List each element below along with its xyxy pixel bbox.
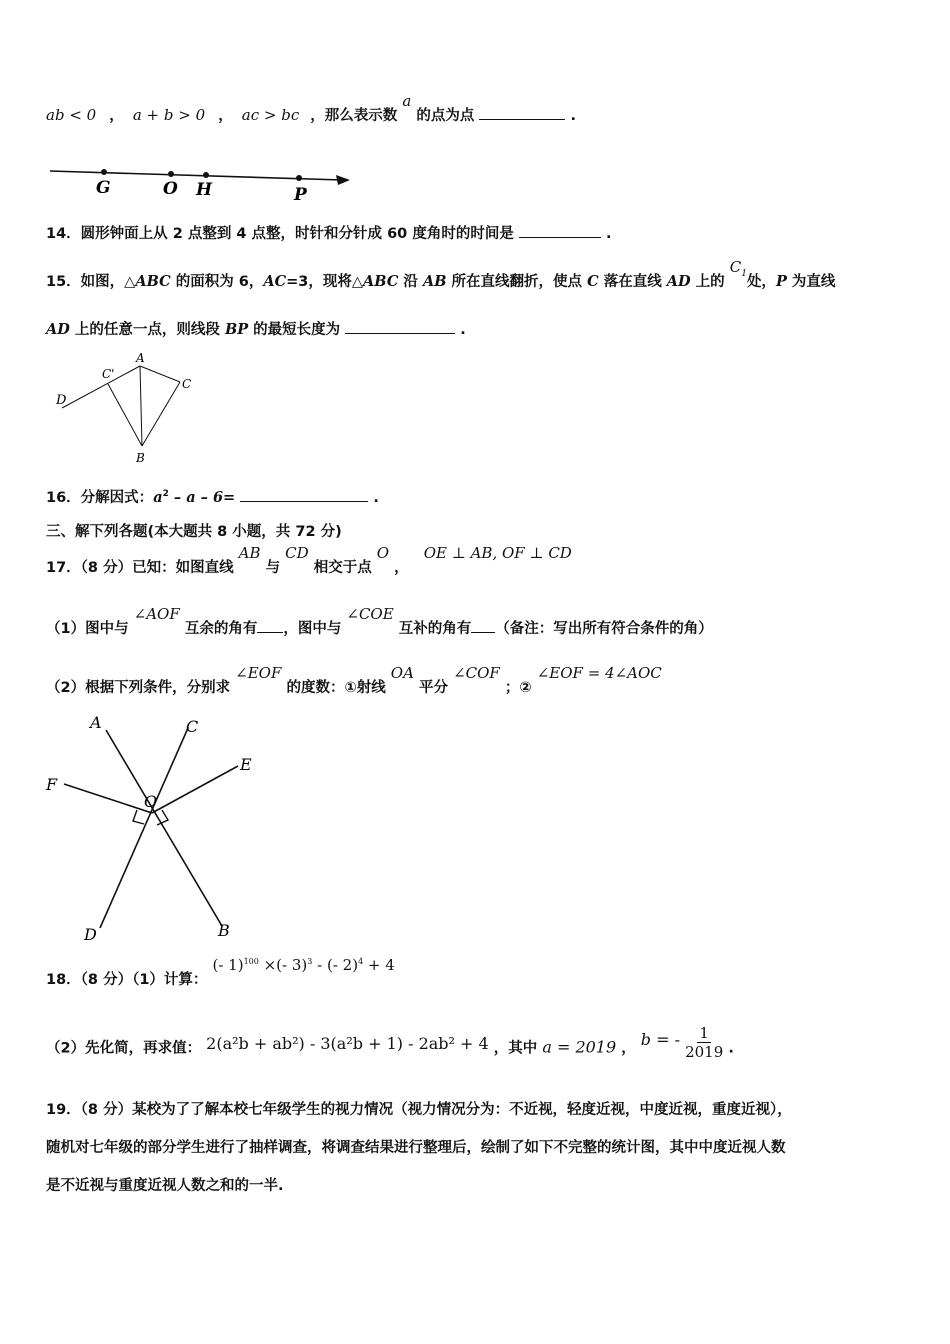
q14-text: 14．圆形钟面上从 2 点整到 4 点整，时针和分针成 60 度角时的时间是: [46, 226, 514, 242]
q14-period: .: [605, 226, 612, 242]
label-p: P: [294, 185, 307, 205]
q17-part1: [46, 605, 713, 638]
q17-aof: ∠AOF: [133, 605, 180, 623]
ray-of: [64, 784, 152, 813]
q17-yu: 与: [265, 560, 281, 576]
q15-answer-blank[interactable]: [345, 319, 455, 334]
fig17-label-b: B: [218, 921, 230, 940]
q19-line1: 19．（8 分）某校为了了解本校七年级学生的视力情况（视力情况分为：不近视，轻度近视，中度近视，重度近视），: [46, 1102, 792, 1118]
q17-p2-a: （2）根据下列条件，分别求: [46, 680, 231, 696]
q13-cond1: ab < 0: [46, 106, 97, 124]
q17-line1: [46, 544, 572, 577]
q18-sup100: 100: [243, 957, 259, 966]
point-o: [168, 171, 174, 177]
q15-text-line2: 上的任意一点，则线段: [69, 322, 225, 338]
q13-answer-blank[interactable]: [479, 105, 565, 120]
q17-p1-c: ，图中与: [283, 621, 342, 637]
q15-ab: AB: [422, 273, 447, 290]
q15-abc1: ABC: [135, 273, 171, 290]
q17-o: O: [376, 544, 390, 562]
q17-p2-c: 平分: [419, 680, 448, 696]
q18-expr1-d: + 4: [363, 956, 395, 974]
q18-frac-num: 1: [699, 1024, 709, 1042]
q15-text-f: 落在直线: [598, 274, 667, 290]
q15-line1: [46, 258, 836, 293]
q15-ad2: AD: [46, 321, 70, 338]
line-cd: [100, 728, 188, 928]
point-g: [101, 169, 107, 175]
point-p: [296, 175, 302, 181]
q16-sup: 2: [162, 489, 169, 500]
q13-text: ，那么表示数: [310, 108, 398, 124]
q14-answer-blank[interactable]: [519, 223, 601, 238]
q15-ac: AC: [263, 273, 287, 290]
q17-cd: CD: [285, 544, 309, 562]
q17-xj: 相交于点: [313, 560, 372, 576]
q18-expr1-c: - (- 2): [312, 956, 359, 974]
q13-cond2: a + b > 0: [132, 106, 206, 124]
q15-text-a: 15．如图，△: [46, 274, 136, 290]
line-ab: [106, 730, 222, 926]
q16-expr-b: – a – 6=: [168, 489, 236, 506]
q15-abc2: ABC: [363, 273, 399, 290]
q17-blank1[interactable]: [257, 618, 283, 633]
q18-line2: [46, 1024, 734, 1067]
q19-line2: 随机对七年级的部分学生进行了抽样调查，将调查结果进行整理后，绘制了如下不完整的统计图，其中中度近视人数: [46, 1140, 786, 1156]
q16-period: .: [373, 490, 379, 506]
q15-text-g: 上的: [690, 274, 725, 290]
q17-comma: ，: [394, 560, 409, 576]
q16-text: 16．分解因式：: [46, 490, 154, 506]
q18-line1: [46, 956, 395, 989]
q17-p1-b: 互余的角有: [184, 621, 258, 637]
q13-comma2: ，: [218, 108, 233, 124]
section3-title: 三、解下列各题(本大题共 8 小题，共 72 分): [46, 524, 342, 540]
q15-text-b: 的面积为 6，: [170, 274, 264, 290]
q15-p: P: [775, 273, 787, 290]
segment-ac: [140, 366, 180, 382]
fig17-label-e: E: [240, 755, 252, 774]
q17-blank2[interactable]: [471, 618, 495, 633]
q17-part2: [46, 664, 662, 697]
q15-c: C: [587, 273, 599, 290]
q18-sup4: 4: [358, 957, 364, 966]
fig17-label-a: A: [90, 713, 102, 732]
fig17-label-o: O: [144, 792, 158, 811]
q16-expr-a: a: [153, 489, 163, 506]
q18-expr1-a: (- 1): [212, 956, 244, 974]
q18-frac-den: 2019: [685, 1043, 724, 1061]
q17-intro: 17．（8 分）已知：如图直线: [46, 560, 234, 576]
label-h: H: [196, 180, 213, 200]
q15-text-c: =3，现将△: [286, 274, 364, 290]
number-line-figure: [46, 158, 356, 206]
q13-var: a: [402, 92, 412, 110]
q17-p2-d: ；②: [504, 680, 532, 696]
q15-bp: BP: [224, 321, 249, 338]
fig17-angles-figure: [40, 708, 280, 944]
q18-p2: （2）先化简，再求值：: [46, 1040, 202, 1057]
q13-comma1: ，: [109, 108, 124, 124]
q16-line: [46, 486, 379, 507]
q15-text-d: 沿: [398, 274, 423, 290]
q17-p2-b: 的度数：①射线: [286, 680, 386, 696]
ray-oe: [152, 766, 238, 813]
q17-eof: ∠EOF: [235, 664, 282, 682]
segment-bc: [142, 382, 180, 446]
q18-expr2: 2(a²b + ab²) - 3(a²b + 1) - 2ab² + 4: [206, 1033, 489, 1053]
q15-ad: AD: [666, 273, 691, 290]
fig15-label-c: C: [182, 377, 192, 391]
q18-bval: b = -: [640, 1029, 681, 1049]
q18-fraction: [685, 1024, 723, 1061]
fig15-triangle-figure: [50, 346, 200, 466]
q13-period: .: [570, 108, 576, 124]
fig15-label-b: B: [136, 451, 145, 465]
arrow-head: [336, 175, 350, 185]
q18-comma: ，: [621, 1040, 636, 1057]
label-o: O: [163, 179, 178, 199]
line-ad: [62, 366, 140, 408]
point-h: [203, 172, 209, 178]
q15-text-h: 处，: [746, 274, 776, 290]
q18-expr1-b: ×(- 3): [258, 956, 308, 974]
q17-eq: ∠EOF = 4∠AOC: [536, 664, 662, 682]
q18-expr1: [212, 956, 394, 974]
q17-oa: OA: [390, 664, 414, 682]
q18-sup3: 3: [307, 957, 313, 966]
q18-aval: a = 2019: [542, 1037, 617, 1057]
q17-p1-a: （1）图中与: [46, 621, 129, 637]
fig15-label-a: A: [136, 351, 145, 365]
q17-coe: ∠COE: [346, 605, 394, 623]
q13-line: [46, 92, 576, 125]
q13-cond3: ac > bc: [241, 106, 300, 124]
fig17-label-f: F: [46, 775, 58, 794]
right-angle-mark-f: [133, 810, 144, 824]
q14-line: [46, 222, 611, 243]
q19-line3: 是不近视与重度近视人数之和的一半.: [46, 1178, 284, 1194]
q16-answer-blank[interactable]: [240, 487, 368, 502]
segment-bc1: [108, 384, 142, 446]
q17-cond: OE ⊥ AB, OF ⊥ CD: [423, 544, 572, 562]
q17-ab: AB: [238, 544, 261, 562]
label-g: G: [96, 178, 111, 198]
q15-c1: [729, 258, 747, 279]
q17-p1-e: （备注：写出所有符合条件的角）: [495, 621, 713, 637]
q15-text-line2b: 的最短长度为: [248, 322, 341, 338]
q15-c1-sub: 1: [741, 269, 747, 279]
q18-period: .: [728, 1040, 734, 1057]
q15-text-i: 为直线: [786, 274, 836, 290]
q15-text-e: 所在直线翻折，使点: [446, 274, 588, 290]
q18-qi: ，其中: [493, 1040, 538, 1057]
q17-cof: ∠COF: [453, 664, 500, 682]
fig15-label-d: D: [56, 393, 67, 408]
q18-intro: 18．（8 分）（1）计算：: [46, 972, 208, 988]
q15-period: .: [460, 322, 466, 338]
fig17-label-c: C: [186, 717, 199, 736]
fig17-label-d: D: [84, 925, 97, 944]
q15-c1-letter: C: [729, 258, 742, 276]
q17-p1-d: 互补的角有: [398, 621, 472, 637]
fig15-label-c1: C': [102, 367, 115, 381]
q13-tail: 的点为点: [416, 108, 475, 124]
segment-ab: [140, 366, 142, 446]
q15-line2: [46, 318, 466, 339]
